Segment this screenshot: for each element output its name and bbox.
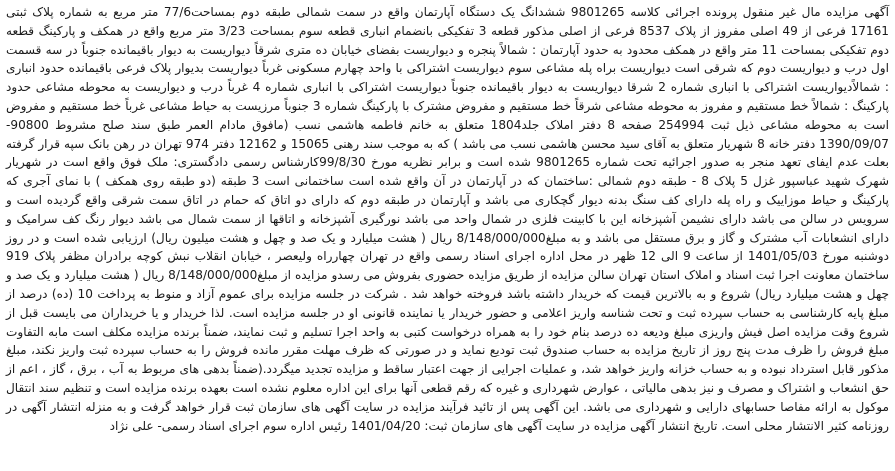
auction-notice-text: آگهی مزایده مال غیر منقول پرونده اجرائی کلاسه 9801265 ششدانگ یک دستگاه آپارتمان واقع در سمت شمالی طبقه دوم بمساحت77/6 متر مربع به شماره پلاک ثبتی 17161 فرعی از 49 اصلی مفروز از پلاک 8537 فرعی از اصلی مذکور قطعه 3 تفکیکی بانضمام انباری قطعه سوم بمساحت 3/23 متر مربع واقع در همکف و پارکینگ قطعه دوم تفکیکی بمساحت 11 متر واقع در همکف محدود به حدود آپارتمان : شمالاً پنجره و دیواریست بفضای خیابان ده متری شرقاً دیواریست به دیوار باقیمانده جنوباً در سه قسمت اول درب و دیواریست دوم که شرقی است دیواریست براه پله مشاعی سوم دیواریست اشتراکی با واحد چهارم مسکونی غرباً دیواریست بدیوار پلاک فرعی باقیمانده حدود انباری : شمالاًدیواریست اشتراکی با انباری شماره 2 شرقا دیواریست به دیوار باقیمانده جنوباً دیواریست اشتراکی با انباری شماره 4 غرباً درب و دیواریست به محوطه مشاعی حدود پارکینگ : شمالاً خط مستقیم و مفروز به محوطه مشاعی شرقاً خط مستقیم و مفروض مشترک با پارکینگ شماره 3 جنوباً مرزیست به حیاط مشاعی غرباً خط مستقیم و مفروض است به محوطه مشاعی ذیل ثبت 254994 صفحه 8 دفتر املاک جلد1804 متعلق به خانم فاطمه هاشمی نسب (مافوق مادام العمر طبق سند صلح مشروط 90800-1390/09/07 دفتر خانه 8 شهریار متعلق به آقای سید محسن هاشمی نسب می باشد ) که به موجب سند رهنی 15065 و 12162 دفتر 974 تهران در رهن بانک سپه قرار گرفته بعلت عدم ایفای تعهد منجر به صدور اجرائیه تحت شماره 9801265 شده است و برابر نظریه مورخ 99/8/30کارشناس رسمی دادگستری: ملک فوق واقع است در شهریار شهرک شهید عباسپور غزل 5 پلاک 8 - طبقه دوم شمالی :ساختمان که در آپارتمان در آن واقع شده است ساختمانی است 3 طبقه (دو طبقه روی همکف ) با نمای آجری که پارکینگ و حیاط موزاییک و راه پله دارای کف سنگ بدنه دیوار گچکاری می باشد و آپارتمان در طبقه دوم که دارای دو اتاق که حمام در اتاق سمت شرقی واقع گردیده است و سرویس در سالن می باشد دارای نشیمن آشپزخانه این با کابینت فلزی در شمال واحد می باشد نورگیری آشپزخانه و اتاقها از سمت شمال می باشد دیوار رنگ کف سرامیک و دارای انشعابات آب مشترک و گاز و برق مستقل می باشد و به مبلغ8/148/000/000 ریال ( هشت میلیارد و یک صد و چهل و هشت میلیون ریال) ارزیابی شده است و در روز دوشنبه مورخ 1401/05/03 از ساعت 9 الی 12 ظهر در محل اداره اجرای اسناد رسمی واقع در تهران چهارراه ولیعصر ، خیابان انقلاب نبش کوچه برادران مظفر پلاک 919 ساختمان معاونت اجرا ثبت اسناد و املاک استان تهران سالن مزایده از طریق مزایده حضوری بفروش می رسدو مزایده از مبلغ8/148/000/000 ریال ( هشت میلیارد و یک صد و چهل و هشت میلیارد ریال) شروع و به بالاترین قیمت که خریدار داشته باشد فروخته خواهد شد . شرکت در جلسه مزایده برای عموم آزاد و منوط به پرداخت 10 (ده) درصد از مبلغ پایه کارشناسی به حساب سپرده ثبت و تحت شناسه واریز اعلامی و حضور خریدار یا نماینده قانونی او در جلسه مزایده است. لذا خریدار و یا خریداران می بایست قبل از شروع وقت مزایده اصل فیش واریزی مبلغ ودیعه ده درصد بنام خود را به همراه درخواست کتبی به واحد اجرا تسلیم و ثبت نمایند، ضمناً برنده مزایده مکلف است مابه التفاوت مبلغ فروش را ظرف مدت پنج روز از تاریخ مزایده به حساب صندوق ثبت تودیع نماید و در صورتی که ظرف مهلت مقرر مانده فروش را به حساب سپرده ثبت واریز نکند، مبلغ مذکور قابل استرداد نبوده و به حساب خزانه واریز خواهد شد، و عملیات اجرایی از جهت اعتبار ساقط و مزایده تجدید میگردد.(ضمناً بدهی های مربوط به آب ، برق ، گاز ، اعم از حق انشعاب و اشتراک و مصرف و نیز بدهی مالیاتی ، عوارض شهرداری و غیره که رقم قطعی آنها برای این اداره معلوم نشده است بعهده برنده مزایده است و تنظیم سند انتقال موکول به ارائه مفاصا حسابهای دارایی و شهرداری می باشد. این آگهی پس از تائید فرآیند مزایده در سایت آگهی های سازمان ثبت قرار خواهد گرفت و به منزله انتشار آگهی در روزنامه کثیر الانتشار محلی است. تاریخ انتشار آگهی مزایده در سایت آگهی های سازمان ثبت: 1401/04/20 رئیس اداره سوم اجرای اسناد رسمی- علی نژاد (6, 5, 890, 433)
